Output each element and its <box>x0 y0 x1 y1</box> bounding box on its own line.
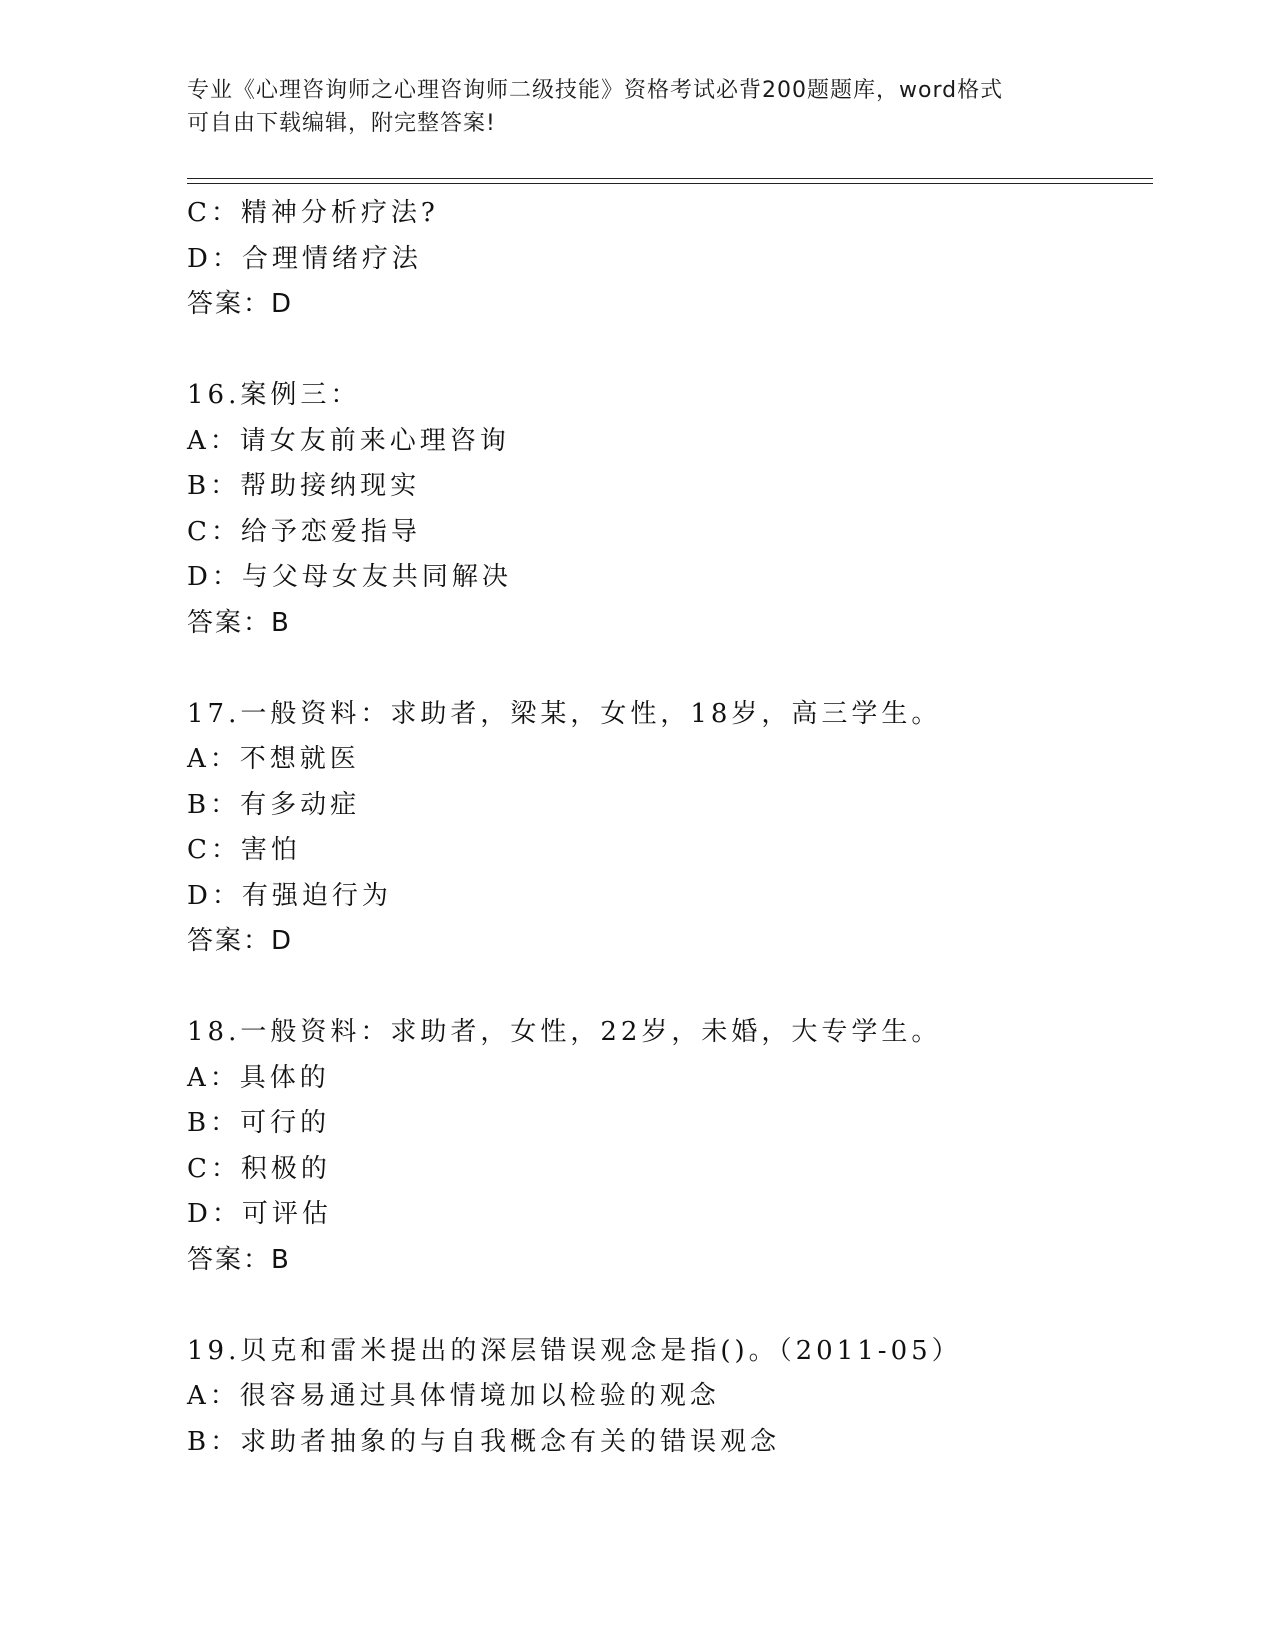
option-d: D：有强迫行为 <box>187 880 392 911</box>
answer-line: 答案：B <box>187 607 291 638</box>
option-d: D：与父母女友共同解决 <box>187 562 512 592</box>
header-divider-bottom <box>187 183 1153 184</box>
option-a: A：不想就医 <box>187 744 360 774</box>
question-15-fragment <box>187 191 1187 328</box>
option-b: B：求助者抽象的与自我概念有关的错误观念 <box>187 1426 781 1457</box>
spacer <box>187 646 1187 692</box>
option-c: C：害怕 <box>187 835 301 865</box>
option-c: C：给予恋爱指导 <box>187 516 421 547</box>
answer-line: 答案：D <box>187 926 294 956</box>
header-line-2: 可自由下载编辑，附完整答案! <box>187 111 496 136</box>
option-c: C：积极的 <box>187 1153 331 1184</box>
option-b: B：帮助接纳现实 <box>187 471 421 501</box>
option-a: A：很容易通过具体情境加以检验的观念 <box>187 1381 720 1411</box>
question-16 <box>187 373 1187 646</box>
question-title: 18.一般资料：求助者，女性，22岁，未婚，大专学生。 <box>187 1017 942 1047</box>
question-17 <box>187 692 1187 965</box>
spacer <box>187 965 1187 1011</box>
header-line-1: 专业《心理咨询师之心理咨询师二级技能》资格考试必背200题题库，word格式 <box>187 78 1004 103</box>
option-b: B：有多动症 <box>187 789 361 820</box>
question-19 <box>187 1329 1187 1466</box>
option-b: B：可行的 <box>187 1108 331 1138</box>
document-header <box>187 74 1087 140</box>
answer-line: 答案：B <box>187 1244 291 1275</box>
question-list <box>187 191 1187 1465</box>
option-a: A：请女友前来心理咨询 <box>187 425 510 456</box>
spacer <box>187 328 1187 374</box>
answer-line: 答案：D <box>187 289 294 319</box>
question-title: 17.一般资料：求助者，梁某，女性，18岁，高三学生。 <box>187 698 942 729</box>
header-divider-top <box>187 178 1153 179</box>
option-a: A：具体的 <box>187 1062 330 1093</box>
option-d: D：可评估 <box>187 1199 332 1229</box>
option-c: C：精神分析疗法? <box>187 198 439 228</box>
option-d: D：合理情绪疗法 <box>187 243 422 274</box>
question-18 <box>187 1010 1187 1283</box>
question-title: 19.贝克和雷米提出的深层错误观念是指()。（2011-05） <box>187 1335 962 1366</box>
question-title: 16.案例三： <box>187 380 361 410</box>
spacer <box>187 1283 1187 1329</box>
